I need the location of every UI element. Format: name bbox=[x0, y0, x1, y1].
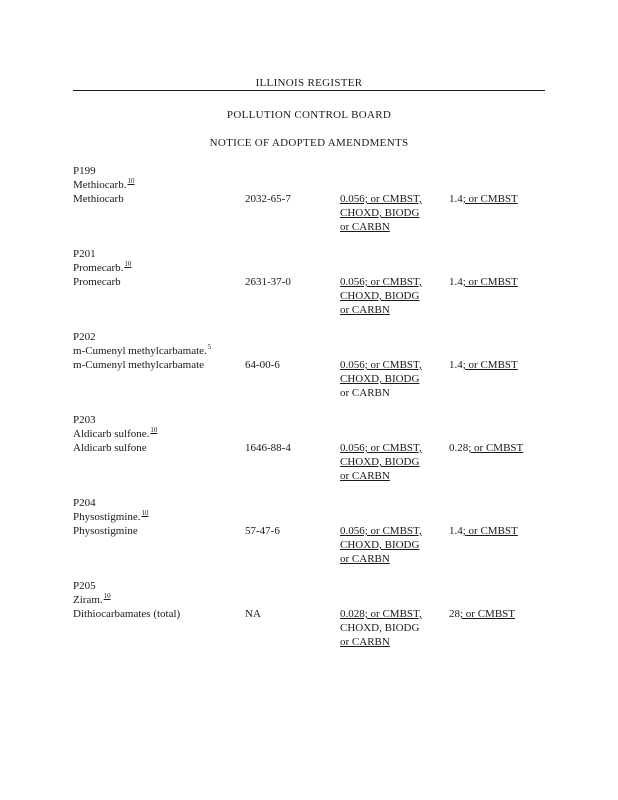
waste-chemical-name: Methiocarb.$^{10}$ bbox=[73, 177, 135, 191]
waste-code: P204 bbox=[73, 497, 96, 509]
waste-code: P205 bbox=[73, 580, 96, 592]
wastewater-standard: 0.056; or CMBST, CHOXD, BIODG or CARBN bbox=[340, 193, 422, 233]
nonwastewater-standard: 28; or CMBST bbox=[449, 608, 516, 620]
waste-code: P203 bbox=[73, 414, 96, 426]
footnote-ref: 10 bbox=[127, 177, 135, 185]
cas-number: 2032-65-7 bbox=[245, 193, 291, 205]
header-rule bbox=[73, 90, 545, 91]
nonwastewater-standard: 1.4; or CMBST bbox=[449, 276, 518, 288]
register-title: ILLINOIS REGISTER bbox=[255, 77, 363, 89]
waste-chemical-name: Physostigmine.$^{10}$ bbox=[73, 509, 149, 523]
constituent-name: Methiocarb bbox=[73, 193, 124, 205]
wastewater-standard: 0.056; or CMBST, CHOXD, BIODG or CARBN bbox=[340, 525, 422, 565]
footnote-ref: 10 bbox=[150, 426, 158, 434]
cas-number: NA bbox=[245, 608, 261, 620]
nonwastewater-standard: 1.4; or CMBST bbox=[449, 359, 518, 371]
waste-code: P202 bbox=[73, 331, 96, 343]
footnote-ref: 10 bbox=[124, 260, 132, 268]
nonwastewater-standard: 1.4; or CMBST bbox=[449, 525, 518, 537]
wastewater-standard: 0.056; or CMBST, CHOXD, BIODG or CARBN bbox=[340, 442, 422, 482]
waste-chemical-name: Promecarb.$^{10}$ bbox=[73, 260, 132, 274]
constituent-name: Physostigmine bbox=[73, 525, 138, 537]
wastewater-standard: 0.056; or CMBST, CHOXD, BIODG or CARBN bbox=[340, 359, 422, 399]
constituent-name: Promecarb bbox=[73, 276, 121, 288]
cas-number: 57-47-6 bbox=[245, 525, 280, 537]
wastewater-standard: 0.056; or CMBST, CHOXD, BIODG or CARBN bbox=[340, 276, 422, 316]
cas-number: 64-00-6 bbox=[245, 359, 280, 371]
wastewater-standard: 0.028; or CMBST, CHOXD, BIODG or CARBN bbox=[340, 608, 422, 648]
nonwastewater-standard: 1.4; or CMBST bbox=[449, 193, 518, 205]
waste-code: P201 bbox=[73, 248, 96, 260]
waste-code: P199 bbox=[73, 165, 96, 177]
footnote-ref: 10 bbox=[103, 592, 111, 600]
cas-number: 1646-88-4 bbox=[245, 442, 291, 454]
footnote-ref: 10 bbox=[141, 509, 149, 517]
nonwastewater-standard: 0.28; or CMBST bbox=[449, 442, 524, 454]
waste-chemical-name: Aldicarb sulfone.$^{10}$ bbox=[73, 426, 158, 440]
constituent-name: Aldicarb sulfone bbox=[73, 442, 147, 454]
waste-chemical-name: Ziram.$^{10}$ bbox=[73, 592, 111, 606]
waste-chemical-name: m-Cumenyl methylcarbamate.$^5$ bbox=[73, 343, 212, 357]
constituent-name: m-Cumenyl methylcarbamate bbox=[73, 359, 205, 371]
agency-name: POLLUTION CONTROL BOARD bbox=[226, 109, 392, 121]
notice-title: NOTICE OF ADOPTED AMENDMENTS bbox=[209, 137, 409, 149]
cas-number: 2631-37-0 bbox=[245, 276, 291, 288]
constituent-name: Dithiocarbamates (total) bbox=[73, 608, 181, 620]
footnote-ref: 5 bbox=[207, 343, 212, 351]
